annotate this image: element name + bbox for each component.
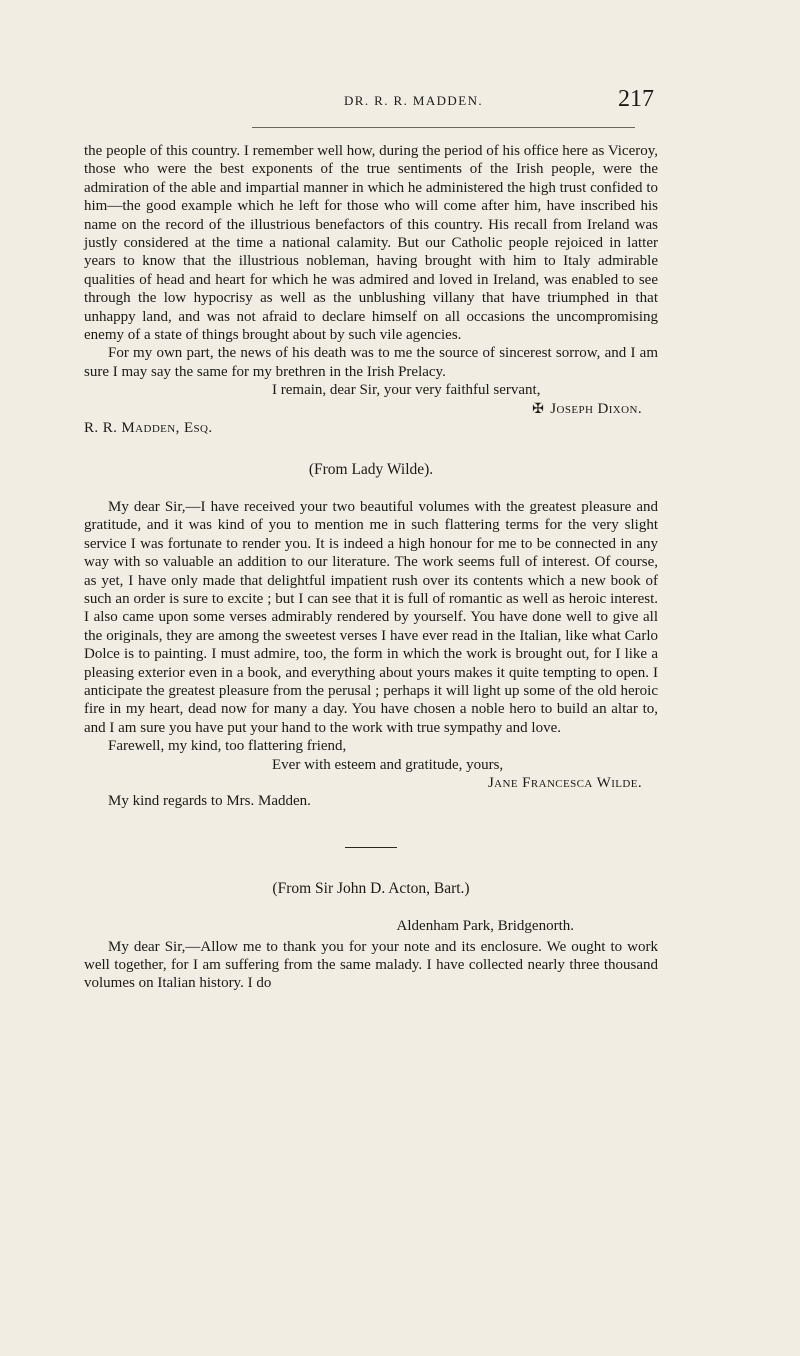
letter-closing: Ever with esteem and gratitude, yours,: [272, 756, 504, 773]
section-divider: [345, 847, 397, 848]
letter-source: (From Lady Wilde).: [308, 460, 434, 478]
letter-addressee: R. R. Madden, Esq.: [84, 420, 213, 437]
page-number: 217: [618, 86, 654, 112]
header-rule: [252, 127, 635, 128]
page-body: [84, 142, 658, 993]
letter-closing: I remain, dear Sir, your very faithful servant,: [272, 382, 541, 399]
signature-text: Joseph Dixon.: [550, 400, 642, 417]
letter-paragraph: For my own part, the news of his death was to me the source of sincerest sorrow, and I am sure I may say the same for my brethren in the Irish Prelacy.: [84, 345, 658, 380]
letter-paragraph: My dear Sir,—Allow me to thank you for your note and its enclosure. We ought to work well together, for I am suffering from the same malady. I have collected nearly three thousand volumes on Italian history. I do: [84, 938, 658, 992]
letter-postscript: My kind regards to Mrs. Madden.: [108, 793, 311, 810]
letter-signature: Jane Francesca Wilde.: [487, 775, 642, 791]
letter-signature: [84, 400, 658, 419]
letter-paragraph: My dear Sir,—I have received your two beautiful volumes with the greatest pleasure and gratitude, and it was kind of you to mention me in such flattering terms for the very slight service I was fortunate to render you. It is indeed a high honour for me to be connected in any way with so valuable an addition to our literature. The work seems full of interest. Of course, as yet, I have only made that delightful impatient rush over its contents which a new book of such an order is sure to excite ; but I can see that it is full of romantic as well as heroic interest. I also came upon some verses admirably rendered by yourself. You have done well to give all the originals, they are among the sweetest verses I have ever read in the Italian, like what Carlo Dolce is to painting. I must admire, too, the form in which the work is brought out, for I like a pleasing exterior even in a book, and everything about yours makes it quite tempting to open. I anticipate the greatest pleasure from the perusal ; perhaps it will light up some of the old heroic fire in my heart, dead now for many a day. You have chosen a noble hero to build an altar to, and I am sure you have put your hand to the work with true sympathy and love.: [84, 498, 658, 736]
letter-place: Aldenham Park, Bridgenorth.: [396, 918, 574, 935]
letter-source: (From Sir John D. Acton, Bart.): [272, 879, 470, 897]
letter-paragraph: Farewell, my kind, too flattering friend,: [108, 738, 347, 755]
running-head: DR. R. R. MADDEN.: [344, 93, 484, 108]
letter-paragraph: the people of this country. I remember well how, during the period of his office here as Viceroy, those who were the best exponents of the true sentiments of the Irish people, were the admiration of the able and impartial manner in which he administered the high trust confided to him—the good example which he left for those who will come after him, have inscribed his name on the record of the illustrious benefactors of this country. His recall from Ireland was justly considered at the time a national calamity. But our Catholic people rejoiced in latter years to know that the illustrious nobleman, having brought with him to Italy admirable qualities of head and heart for which he was admired and loved in Ireland, was enabled to see through the low hypocrisy as well as the unblushing villany that have triumphed in that unhappy land, and was not afraid to declare himself on all occasions the uncompromising enemy of a state of things brought about by such vile agencies.: [84, 143, 658, 344]
cross-icon: ✠: [532, 401, 545, 417]
letter-acton: [84, 880, 658, 993]
letter-wilde: [84, 461, 658, 811]
letter-dixon: [84, 142, 658, 438]
page-header: [0, 86, 800, 116]
